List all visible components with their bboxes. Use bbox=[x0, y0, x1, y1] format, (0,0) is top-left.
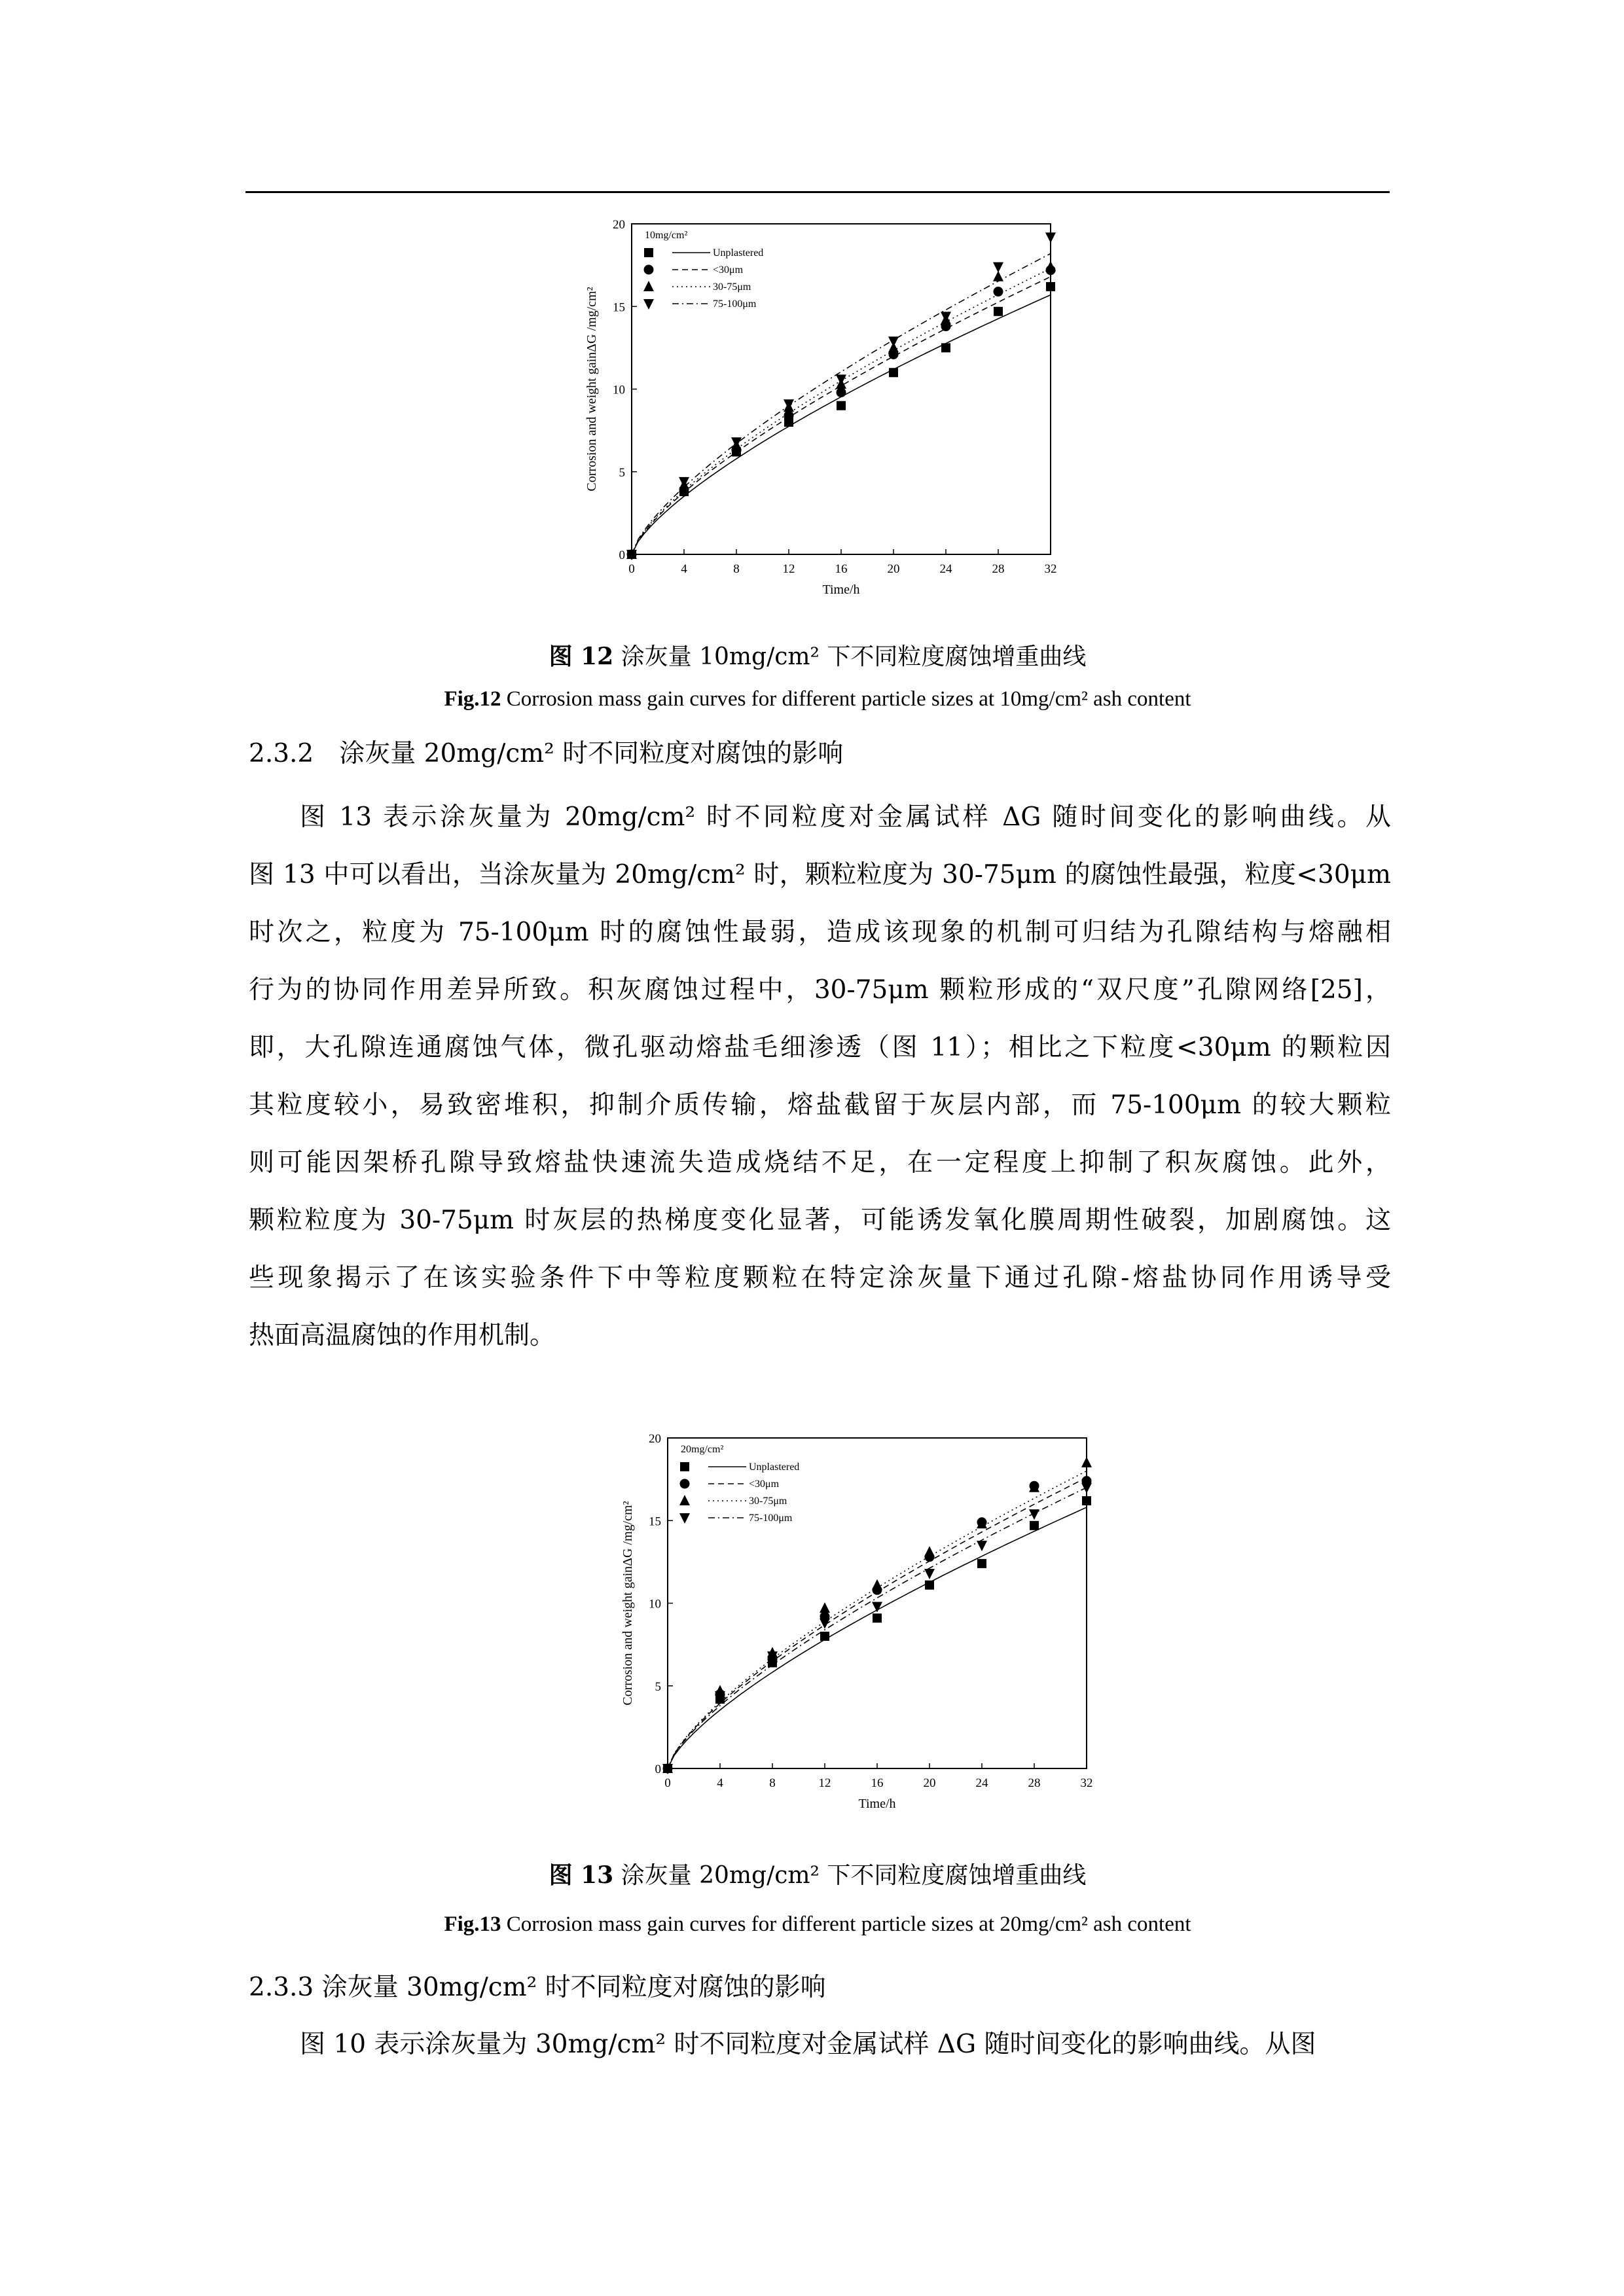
figure-13-caption-en bbox=[245, 1912, 1390, 1937]
y-axis-label: Corrosion and weight gainΔG /mg/cm² bbox=[621, 1501, 635, 1706]
legend-label: 75-100μm bbox=[713, 298, 757, 310]
paragraph-line: 时次之，粒度为 75-100μm 时的腐蚀性最弱，造成该现象的机制可归结为孔隙结构与熔融相 bbox=[249, 918, 1391, 947]
data-point bbox=[941, 343, 950, 352]
x-tick-label: 0 bbox=[664, 1776, 671, 1790]
x-tick-label: 12 bbox=[818, 1776, 831, 1790]
data-point bbox=[925, 1581, 934, 1590]
y-tick-label: 10 bbox=[613, 383, 625, 397]
figure-13-caption-zh-text: 涂灰量 20mg/cm² 下不同粒度腐蚀增重曲线 bbox=[621, 1862, 1087, 1889]
section-233-heading: 2.3.3 涂灰量 30mg/cm² 时不同粒度对腐蚀的影响 bbox=[249, 1973, 826, 2002]
section-232-heading: 2.3.2 涂灰量 20mg/cm² 时不同粒度对腐蚀的影响 bbox=[249, 739, 844, 768]
x-tick-label: 32 bbox=[1080, 1776, 1093, 1790]
y-tick-label: 5 bbox=[655, 1679, 661, 1694]
fit-line-<30μm bbox=[668, 1478, 1087, 1768]
data-point bbox=[889, 368, 898, 377]
data-point bbox=[784, 399, 794, 410]
data-point bbox=[820, 1602, 830, 1613]
data-point bbox=[1082, 1496, 1091, 1505]
y-tick-label: 15 bbox=[649, 1515, 661, 1529]
legend-label: 30-75μm bbox=[713, 281, 751, 293]
figure-12-caption-en bbox=[245, 687, 1390, 711]
x-tick-label: 12 bbox=[782, 562, 795, 576]
paragraph-line: 图 10 表示涂灰量为 30mg/cm² 时不同粒度对金属试样 ΔG 随时间变化的影响曲线。从图 bbox=[300, 2030, 1316, 2059]
data-point bbox=[977, 1541, 987, 1551]
figure-12-caption-en-text: Corrosion mass gain curves for different particle sizes at 10mg/cm² ash content bbox=[506, 687, 1191, 711]
data-point bbox=[679, 477, 689, 488]
x-tick-label: 20 bbox=[887, 562, 900, 576]
data-point bbox=[872, 1602, 882, 1613]
legend-title: 10mg/cm² bbox=[645, 230, 688, 241]
data-point bbox=[837, 387, 846, 397]
fit-line-<30μm bbox=[632, 277, 1051, 554]
x-tick-label: 16 bbox=[871, 1776, 884, 1790]
fit-line-Unplastered bbox=[632, 295, 1051, 554]
paragraph-line: 些现象揭示了在该实验条件下中等粒度颗粒在特定涂灰量下通过孔隙-熔盐协同作用诱导受 bbox=[249, 1263, 1391, 1293]
data-point bbox=[784, 410, 794, 420]
legend-label: <30μm bbox=[713, 264, 744, 276]
chart-svg bbox=[605, 1424, 1103, 1829]
figure-12-chart bbox=[569, 209, 1067, 615]
data-point bbox=[977, 1559, 986, 1568]
paragraph-line: 图 13 表示涂灰量为 20mg/cm² 时不同粒度对金属试样 ΔG 随时间变化的影响曲线。从 bbox=[300, 802, 1391, 832]
paragraph-line: 行为的协同作用差异所致。积灰腐蚀过程中，30-75μm 颗粒形成的“双尺度”孔隙网络[25]， bbox=[249, 975, 1391, 1005]
y-axis-label: Corrosion and weight gainΔG /mg/cm² bbox=[585, 287, 599, 492]
y-tick-label: 0 bbox=[619, 548, 625, 562]
data-point bbox=[993, 262, 1003, 273]
paragraph-line: 即，大孔隙连通腐蚀气体，微孔驱动熔盐毛细渗透（图 11）；相比之下粒度<30μm 的颗粒因 bbox=[249, 1033, 1391, 1062]
paragraph-line: 颗粒粒度为 30-75μm 时灰层的热梯度变化显著，可能诱发氧化膜周期性破裂，加剧腐蚀。这 bbox=[249, 1206, 1391, 1235]
data-point bbox=[1045, 261, 1056, 272]
section-233-paragraph bbox=[249, 2016, 1391, 2073]
x-tick-label: 20 bbox=[923, 1776, 936, 1790]
figure-12-label-zh: 图 12 bbox=[549, 643, 614, 670]
x-tick-label: 4 bbox=[681, 562, 687, 576]
legend-marker bbox=[679, 1513, 690, 1524]
fit-line-30-75μm bbox=[632, 268, 1051, 554]
legend-marker bbox=[644, 248, 653, 257]
legend-label: <30μm bbox=[749, 1479, 780, 1490]
figure-12-label-en: Fig.12 bbox=[444, 687, 501, 711]
x-tick-label: 4 bbox=[717, 1776, 723, 1790]
data-point bbox=[1081, 1483, 1092, 1494]
legend-marker bbox=[644, 265, 654, 275]
y-tick-label: 5 bbox=[619, 465, 625, 480]
data-point bbox=[888, 336, 899, 347]
legend-marker bbox=[643, 299, 654, 310]
x-tick-label: 32 bbox=[1044, 562, 1057, 576]
paragraph-line: 则可能因架桥孔隙导致熔盐快速流失造成烧结不足，在一定程度上抑制了积灰腐蚀。此外， bbox=[249, 1148, 1391, 1177]
data-point bbox=[820, 1632, 829, 1641]
x-tick-label: 24 bbox=[939, 562, 952, 576]
legend-label: Unplastered bbox=[713, 247, 764, 259]
paragraph-line: 其粒度较小，易致密堆积，抑制介质传输，熔盐截留于灰层内部，而 75-100μm 的较大颗粒 bbox=[249, 1090, 1391, 1120]
data-point bbox=[941, 312, 951, 322]
legend-label: Unplastered bbox=[749, 1462, 800, 1473]
y-tick-label: 10 bbox=[649, 1597, 661, 1611]
data-point bbox=[1030, 1521, 1039, 1530]
legend-marker bbox=[680, 1462, 689, 1471]
data-point bbox=[994, 307, 1003, 316]
fit-line-Unplastered bbox=[668, 1507, 1087, 1768]
data-point bbox=[837, 401, 846, 410]
legend-marker bbox=[679, 1495, 690, 1505]
legend-marker bbox=[680, 1479, 690, 1489]
figure-13-label-en: Fig.13 bbox=[444, 1912, 501, 1936]
figure-13-caption-zh bbox=[245, 1857, 1390, 1890]
x-tick-label: 28 bbox=[992, 562, 1005, 576]
section-232-paragraph bbox=[249, 789, 1391, 1365]
x-tick-label: 0 bbox=[628, 562, 635, 576]
legend-marker bbox=[643, 281, 654, 291]
data-point bbox=[1045, 232, 1056, 243]
paragraph-line: 热面高温腐蚀的作用机制。 bbox=[249, 1321, 556, 1350]
x-tick-label: 16 bbox=[835, 562, 848, 576]
data-point bbox=[1081, 1457, 1092, 1467]
data-point bbox=[924, 1546, 935, 1556]
data-point bbox=[924, 1569, 935, 1579]
x-axis-label: Time/h bbox=[822, 583, 860, 597]
fit-line-75-100μm bbox=[668, 1488, 1087, 1768]
chart-svg bbox=[569, 209, 1067, 615]
legend-title: 20mg/cm² bbox=[681, 1444, 724, 1455]
y-tick-label: 0 bbox=[655, 1763, 661, 1776]
paragraph-line: 图 13 中可以看出，当涂灰量为 20mg/cm² 时，颗粒粒度为 30-75μm 的腐蚀性最强，粒度<30μm bbox=[249, 860, 1391, 889]
figure-12-caption-zh-text: 涂灰量 10mg/cm² 下不同粒度腐蚀增重曲线 bbox=[621, 643, 1087, 670]
x-tick-label: 24 bbox=[975, 1776, 988, 1790]
x-tick-label: 8 bbox=[733, 562, 740, 576]
figure-13-chart bbox=[605, 1424, 1103, 1829]
figure-13-label-zh: 图 13 bbox=[549, 1861, 614, 1889]
y-tick-label: 20 bbox=[649, 1432, 661, 1446]
legend-label: 75-100μm bbox=[749, 1513, 793, 1524]
y-tick-label: 15 bbox=[613, 300, 625, 315]
x-tick-label: 8 bbox=[769, 1776, 776, 1790]
legend-label: 30-75μm bbox=[749, 1496, 787, 1507]
data-point bbox=[873, 1613, 882, 1623]
y-tick-label: 20 bbox=[613, 218, 625, 232]
header-rule bbox=[245, 191, 1390, 193]
figure-12-caption-zh bbox=[245, 638, 1390, 672]
data-point bbox=[872, 1579, 882, 1590]
x-axis-label: Time/h bbox=[858, 1797, 896, 1811]
figure-13-caption-en-text: Corrosion mass gain curves for different particle sizes at 20mg/cm² ash content bbox=[506, 1912, 1191, 1936]
x-tick-label: 28 bbox=[1028, 1776, 1041, 1790]
data-point bbox=[1046, 282, 1055, 291]
